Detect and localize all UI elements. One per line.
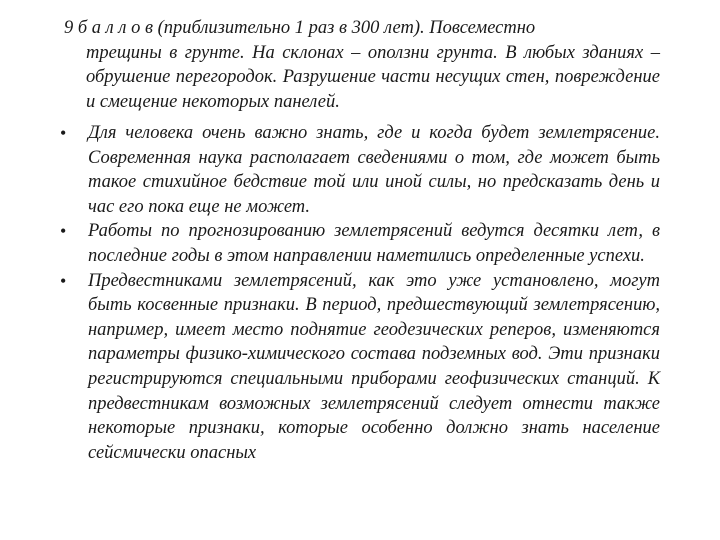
intro-first-line: 9 б а л л о в (приблизительно 1 раз в 300 лет). Повсеместно bbox=[64, 18, 536, 38]
bullet-text: Предвестниками землетрясений, как это уже установлено, могут быть косвенные признаки. В период, предшествующий землетрясению, например, имеет место поднятие геодезических реперов, изменяются параметры физико-химического состава подземных вод. Эти признаки регистрируются специальными приборами геофизических станций. К предвестникам возможных землетрясений следует отнести также некоторые признаки, которые особенно должно знать население сейсмически опасных bbox=[88, 270, 660, 463]
bullet-marker-icon: • bbox=[60, 221, 67, 242]
bullet-item-forecast-research bbox=[60, 219, 660, 268]
bullet-text: Работы по прогнозированию землетрясений ведутся десятки лет, в последние годы в этом направлении наметились определенные успехи. bbox=[88, 221, 660, 266]
bullet-marker-icon: • bbox=[60, 123, 67, 143]
bullet-list bbox=[60, 121, 660, 465]
bullet-text: Для человека очень важно знать, где и когда будет землетрясение. Современная наука располагает сведениями о том, где может быть такое стихийное бедствие той или иной силы, но предсказать день и час его пока еще не может. bbox=[88, 123, 660, 217]
intro-paragraph bbox=[64, 16, 660, 114]
bullet-item-precursors bbox=[60, 269, 660, 466]
bullet-marker-icon: • bbox=[60, 270, 67, 291]
intro-continuation: трещины в грунте. На склонах – оползни грунта. В любых зданиях – обрушение перегородок. Разрушение части несущих стен, повреждение и смещение некоторых панелей. bbox=[86, 42, 660, 112]
bullet-item-forecast-importance bbox=[60, 121, 660, 219]
